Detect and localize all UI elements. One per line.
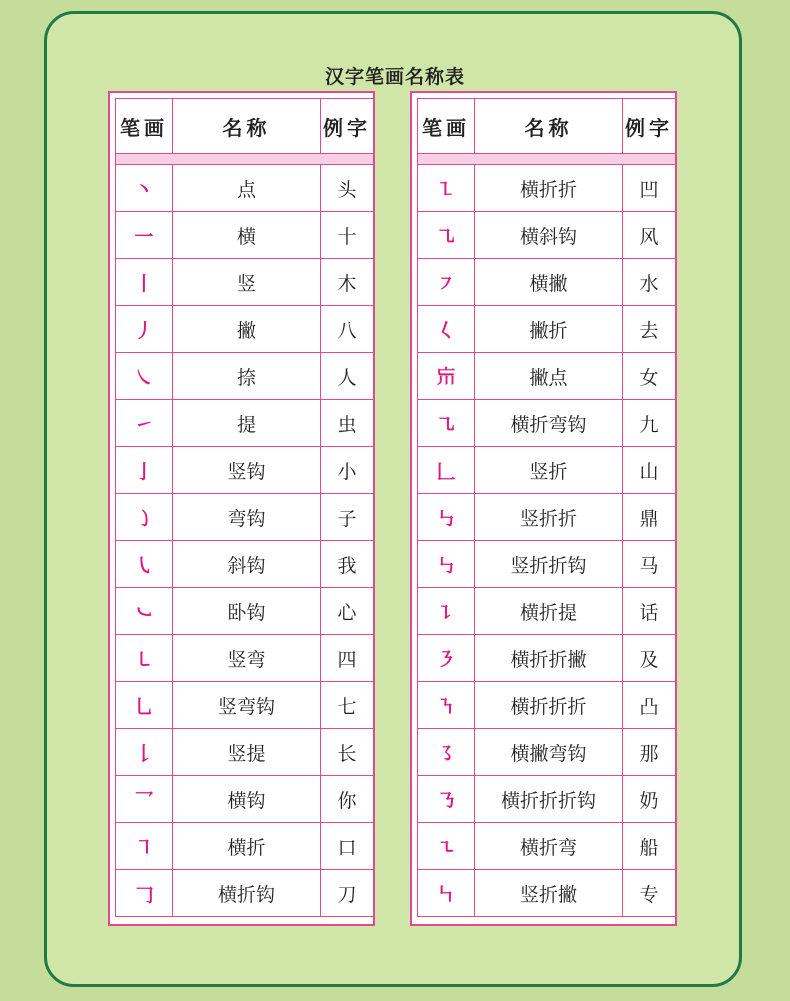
example-cell: 口 <box>321 823 374 870</box>
table-row <box>116 259 374 306</box>
example-cell: 风 <box>623 212 676 259</box>
example-cell: 那 <box>623 729 676 776</box>
stroke-cell: ㇀ <box>116 400 173 447</box>
header-stroke: 笔画 <box>418 99 475 154</box>
stroke-cell: ㇞ <box>418 870 475 917</box>
name-cell: 横钩 <box>173 776 321 823</box>
example-cell: 女 <box>623 353 676 400</box>
header-stroke: 笔画 <box>116 99 173 154</box>
stroke-cell: 丨 <box>116 259 173 306</box>
name-cell: 斜钩 <box>173 541 321 588</box>
table-row <box>116 447 374 494</box>
table-row <box>418 682 676 729</box>
name-cell: 横折弯 <box>475 823 623 870</box>
stroke-cell: ㇊ <box>418 588 475 635</box>
name-cell: 卧钩 <box>173 588 321 635</box>
stroke-cell: ㇅ <box>418 165 475 212</box>
name-cell: 横折提 <box>475 588 623 635</box>
example-cell: 头 <box>321 165 374 212</box>
name-cell: 竖折 <box>475 447 623 494</box>
table-row <box>418 447 676 494</box>
header-example: 例字 <box>321 99 374 154</box>
table-row <box>116 682 374 729</box>
stroke-cell: 𡿨 <box>418 306 475 353</box>
table-row <box>116 588 374 635</box>
example-cell: 人 <box>321 353 374 400</box>
example-cell: 子 <box>321 494 374 541</box>
name-cell: 横斜钩 <box>475 212 623 259</box>
example-cell: 话 <box>623 588 676 635</box>
stroke-cell: ㇉ <box>418 541 475 588</box>
name-cell: 竖折折 <box>475 494 623 541</box>
example-cell: 奶 <box>623 776 676 823</box>
table-row <box>418 541 676 588</box>
example-cell: 木 <box>321 259 374 306</box>
example-cell: 四 <box>321 635 374 682</box>
table-row <box>116 494 374 541</box>
stroke-cell: ㇎ <box>418 682 475 729</box>
name-cell: 提 <box>173 400 321 447</box>
table-row <box>116 729 374 776</box>
stroke-cell: 乛 <box>116 776 173 823</box>
stroke-cell: 亅 <box>116 447 173 494</box>
table-row <box>116 823 374 870</box>
table-row <box>418 729 676 776</box>
name-cell: 横折折撇 <box>475 635 623 682</box>
stroke-cell: 乚 <box>116 682 173 729</box>
stroke-cell: ㇁ <box>116 494 173 541</box>
name-cell: 横折 <box>173 823 321 870</box>
example-cell: 心 <box>321 588 374 635</box>
example-cell: 专 <box>623 870 676 917</box>
example-cell: 九 <box>623 400 676 447</box>
table-row <box>418 870 676 917</box>
example-cell: 十 <box>321 212 374 259</box>
table-row <box>418 635 676 682</box>
stroke-cell: 𠃌 <box>116 870 173 917</box>
stroke-cell: ㇇ <box>418 259 475 306</box>
name-cell: 竖提 <box>173 729 321 776</box>
table-row <box>418 776 676 823</box>
table-row <box>418 353 676 400</box>
table-row <box>116 212 374 259</box>
table-row <box>418 306 676 353</box>
stroke-cell: 𠃊 <box>418 447 475 494</box>
stroke-cell: ㇃ <box>116 588 173 635</box>
example-cell: 凸 <box>623 682 676 729</box>
example-cell: 鼎 <box>623 494 676 541</box>
example-cell: 我 <box>321 541 374 588</box>
pink-divider <box>418 154 676 165</box>
name-cell: 弯钩 <box>173 494 321 541</box>
stroke-cell: ㇈ <box>418 212 475 259</box>
name-cell: 横撇弯钩 <box>475 729 623 776</box>
name-cell: 撇 <box>173 306 321 353</box>
example-cell: 水 <box>623 259 676 306</box>
example-cell: 虫 <box>321 400 374 447</box>
table-row <box>418 212 676 259</box>
example-cell: 山 <box>623 447 676 494</box>
name-cell: 横折折 <box>475 165 623 212</box>
stroke-cell: ㇌ <box>418 729 475 776</box>
header-example: 例字 <box>623 99 676 154</box>
stroke-cell: ㇏ <box>116 353 173 400</box>
example-cell: 你 <box>321 776 374 823</box>
example-cell: 及 <box>623 635 676 682</box>
stroke-cell: ㇍ <box>418 823 475 870</box>
name-cell: 撇折 <box>475 306 623 353</box>
name-cell: 横折折折 <box>475 682 623 729</box>
table-row <box>418 259 676 306</box>
name-cell: 竖折折钩 <box>475 541 623 588</box>
example-cell: 凹 <box>623 165 676 212</box>
header-name: 名称 <box>173 99 321 154</box>
table-row <box>116 776 374 823</box>
name-cell: 横折钩 <box>173 870 321 917</box>
table-row <box>116 400 374 447</box>
example-cell: 马 <box>623 541 676 588</box>
example-cell: 七 <box>321 682 374 729</box>
stroke-cell: ㇋ <box>418 635 475 682</box>
stroke-cell: 𡿫 <box>418 353 475 400</box>
table-row <box>418 494 676 541</box>
name-cell: 竖钩 <box>173 447 321 494</box>
stroke-cell: 𠄌 <box>116 729 173 776</box>
table-row <box>418 165 676 212</box>
example-cell: 小 <box>321 447 374 494</box>
name-cell: 竖弯 <box>173 635 321 682</box>
name-cell: 竖弯钩 <box>173 682 321 729</box>
table-row <box>116 870 374 917</box>
table-row <box>116 541 374 588</box>
table-row <box>116 165 374 212</box>
example-cell: 长 <box>321 729 374 776</box>
table-row <box>418 588 676 635</box>
name-cell: 点 <box>173 165 321 212</box>
table-row <box>116 635 374 682</box>
stroke-cell: 丿 <box>116 306 173 353</box>
stroke-cell: ㇈ <box>418 400 475 447</box>
table-row <box>418 400 676 447</box>
name-cell: 捺 <box>173 353 321 400</box>
stroke-cell: ㇕ <box>116 823 173 870</box>
page-title: 汉字笔画名称表 <box>324 66 465 88</box>
name-cell: 横撇 <box>475 259 623 306</box>
example-cell: 刀 <box>321 870 374 917</box>
stroke-cell: ㇡ <box>418 776 475 823</box>
table-row <box>418 823 676 870</box>
name-cell: 横 <box>173 212 321 259</box>
example-cell: 去 <box>623 306 676 353</box>
name-cell: 竖 <box>173 259 321 306</box>
example-cell: 船 <box>623 823 676 870</box>
name-cell: 横折弯钩 <box>475 400 623 447</box>
stroke-cell: 丶 <box>116 165 173 212</box>
header-name: 名称 <box>475 99 623 154</box>
stroke-cell: ㇄ <box>116 635 173 682</box>
pink-divider <box>116 154 374 165</box>
left-panel <box>108 91 375 926</box>
stroke-table-left <box>115 98 374 917</box>
stroke-cell: ㇂ <box>116 541 173 588</box>
table-row <box>116 353 374 400</box>
name-cell: 竖折撇 <box>475 870 623 917</box>
right-panel <box>410 91 677 926</box>
stroke-cell: 一 <box>116 212 173 259</box>
name-cell: 撇点 <box>475 353 623 400</box>
stroke-table-right <box>417 98 676 917</box>
stroke-cell: ㇉ <box>418 494 475 541</box>
example-cell: 八 <box>321 306 374 353</box>
name-cell: 横折折折钩 <box>475 776 623 823</box>
table-row <box>116 306 374 353</box>
